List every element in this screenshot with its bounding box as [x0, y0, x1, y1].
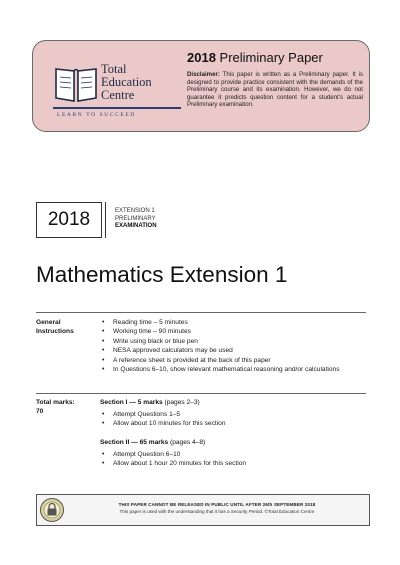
disclaimer-text: This paper is written as a Preliminary paper. It is designed to provide practice consistent with the demands of the Preliminary course and its examination. However, we do not guarantee it predicts question content for a student's actual Preliminary examination.: [187, 71, 363, 109]
logo-line-3: Centre: [101, 88, 135, 102]
header-year: 2018: [187, 50, 216, 65]
logo-tagline: LEARN TO SUCCEED: [57, 112, 136, 118]
header-title-rest: Preliminary Paper: [219, 50, 323, 65]
disclaimer-label: Disclaimer:: [187, 71, 220, 78]
section-1-title: Section I — 5 marks: [100, 399, 163, 406]
total-marks-value: 70: [36, 408, 44, 415]
divider-middle: [36, 393, 366, 394]
total-marks-text: Total marks:: [36, 399, 75, 406]
exam-line-1: EXTENSION 1: [115, 208, 155, 214]
section-1-pages: (pages 2–3): [164, 399, 200, 406]
section-2-heading: [100, 438, 205, 447]
divider-top: [36, 312, 366, 313]
logo-wordmark: [101, 63, 152, 102]
header-title: [187, 50, 363, 65]
general-instructions-label: [36, 318, 96, 336]
open-book-icon: [53, 63, 99, 103]
section-1-heading: [100, 398, 200, 407]
security-seal-icon: [39, 497, 65, 523]
list-item: • Working time – 90 minutes: [100, 327, 340, 336]
list-item: • Reading time – 5 minutes: [100, 318, 340, 327]
general-instructions-list: [100, 318, 340, 374]
list-item: • Write using black or blue pen: [100, 337, 340, 346]
list-item: • Allow about 1 hour 20 minutes for this section: [100, 459, 246, 468]
list-item: • Attempt Question 6–10: [100, 450, 246, 459]
list-item: • NESA approved calculators may be used: [100, 346, 340, 355]
total-marks-label: [36, 398, 96, 416]
logo-divider: [53, 107, 181, 109]
list-item: • In Questions 6–10, show relevant mathematical reasoning and/or calculations: [100, 365, 340, 374]
header-card: [32, 40, 370, 132]
general-label-line-2: Instructions: [36, 328, 74, 335]
general-label-line-1: General: [36, 319, 61, 326]
security-footer: [36, 494, 370, 526]
header-right: [187, 50, 363, 109]
exam-divider: [105, 202, 106, 238]
list-item: • Allow about 10 minutes for this section: [100, 419, 226, 428]
exam-year-box: [36, 202, 102, 238]
section-1-list: [100, 410, 226, 429]
section-2-list: [100, 450, 246, 469]
list-item: • A reference sheet is provided at the back of this paper: [100, 356, 340, 365]
exam-line-2: PRELIMINARY: [115, 215, 156, 222]
total-education-centre-logo: [53, 63, 193, 133]
disclaimer: [187, 71, 363, 109]
release-notice: THIS PAPER CANNOT BE RELEASED IN PUBLIC UNTIL AFTER 26th SEPTEMBER 2018: [118, 502, 316, 507]
logo-line-1: Total: [101, 62, 127, 76]
exam-subtitle: [115, 208, 157, 231]
list-item: • Attempt Questions 1–5: [100, 410, 226, 419]
exam-year: 2018: [47, 209, 91, 230]
security-notice: This paper is used with the understanding that it has a Security Period. ©Total Education Centre: [119, 509, 315, 514]
exam-line-3: EXAMINATION: [115, 223, 157, 229]
section-2-title: Section II — 65 marks: [100, 439, 169, 446]
logo-line-2: Education: [101, 75, 152, 89]
section-2-pages: (pages 4–8): [170, 439, 206, 446]
page-title: Mathematics Extension 1: [36, 262, 288, 287]
footer-text: [67, 502, 367, 514]
